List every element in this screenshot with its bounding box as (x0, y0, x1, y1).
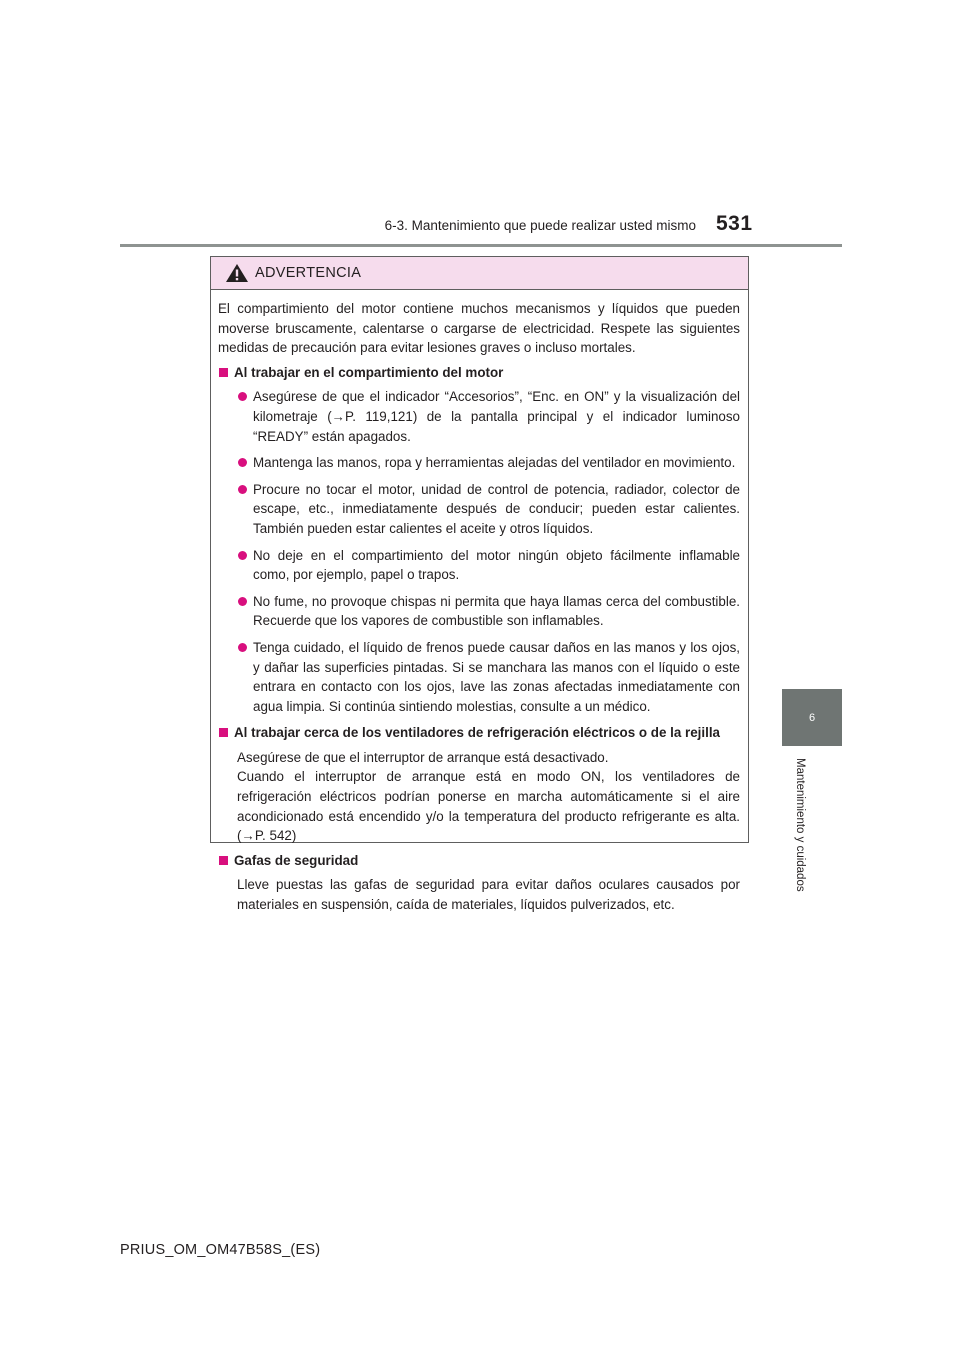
list-item: Asegúrese de que el indicador “Accesorios”, “Enc. en ON” y la visualización del kilometraje (→P. 119,121) de la pantalla principal y el indicador luminoso “READY” están apagados. (237, 387, 740, 446)
warning-body (211, 290, 748, 915)
page-number: 531 (716, 212, 753, 235)
list-item: Tenga cuidado, el líquido de frenos puede causar daños en las manos y los ojos, y dañar las superficies pintadas. Si se manchara las manos con el líquido o este entrara en contacto con los ojos, lave las zonas afectadas inmediatamente con agua limpia. Si continúa sintiendo molestias, consulte a un médico. (237, 638, 740, 716)
section-paragraph: Lleve puestas las gafas de seguridad para evitar daños oculares causados por materiales en suspensión, caída de materiales, líquidos pulverizados, etc. (237, 877, 740, 913)
chapter-number: 6 (808, 711, 816, 724)
list-item: No fume, no provoque chispas ni permita que haya llamas cerca del combustible. Recuerde que los vapores de combustible son inflamables. (237, 592, 740, 631)
warning-header (211, 257, 748, 290)
document-code: PRIUS_OM_OM47B58S_(ES) (120, 1242, 321, 1258)
dot-bullet-icon (238, 485, 247, 494)
dot-bullet-icon (238, 551, 247, 560)
warning-box (210, 256, 749, 913)
warning-intro: El compartimiento del motor contiene muchos mecanismos y líquidos que pueden moverse bruscamente, calentarse o cargarse de electricidad. Respete las siguientes medidas de precaución para evitar lesiones graves o incluso mortales. (218, 301, 740, 356)
warning-triangle-icon (225, 263, 249, 283)
dot-bullet-icon (238, 458, 247, 467)
square-bullet-icon (219, 856, 228, 865)
warning-title: ADVERTENCIA (255, 265, 362, 281)
chapter-label: Mantenimiento y cuidados (794, 758, 806, 892)
square-bullet-icon (219, 728, 228, 737)
list-item: No deje en el compartimiento del motor ningún objeto fácilmente inflamable como, por ejemplo, papel o trapos. (237, 546, 740, 585)
section-heading: Al trabajar cerca de los ventiladores de refrigeración eléctricos o de la rejilla (218, 723, 740, 743)
dot-bullet-icon (238, 392, 247, 401)
section-title: 6-3. Mantenimiento que puede realizar usted mismo (384, 218, 696, 233)
list-item: Procure no tocar el motor, unidad de control de potencia, radiador, colector de escape, etc., inmediatamente después de conducir; pueden estar calientes. También pueden estar calientes el aceite y otros líquidos. (237, 480, 740, 539)
section-heading: Gafas de seguridad (218, 851, 740, 871)
section-paragraph: Asegúrese de que el interruptor de arranque está desactivado. Cuando el interruptor de arranque está en modo ON, los ventiladores de refrigeración eléctricos podrían ponerse en marcha automáticamente si el aire acondicionado está encendido y/o la temperatura del producto refrigerante es alta. (→P. 542) (237, 749, 740, 844)
dot-bullet-icon (238, 643, 247, 652)
list-item: Mantenga las manos, ropa y herramientas alejadas del ventilador en movimiento. (237, 453, 740, 473)
header-rule (120, 244, 842, 247)
chapter-tab (782, 689, 842, 746)
square-bullet-icon (219, 368, 228, 377)
dot-bullet-icon (238, 597, 247, 606)
section-heading: Al trabajar en el compartimiento del motor (218, 363, 740, 383)
